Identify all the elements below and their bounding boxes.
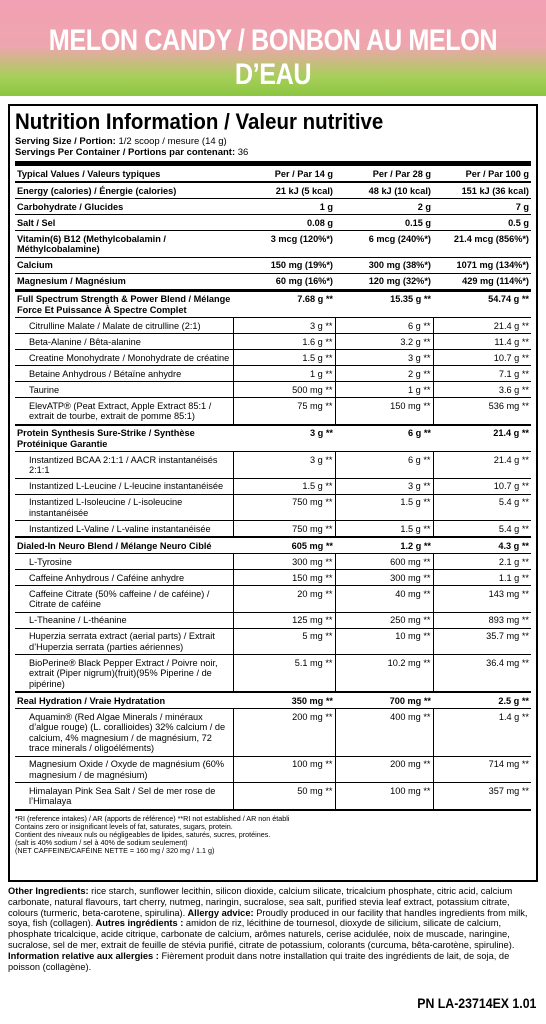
servings-per-container (15, 147, 531, 158)
row-label: Magnesium / Magnésium (17, 276, 126, 286)
row-value: 11.4 g ** (433, 334, 531, 350)
row-value: 3.6 g ** (433, 382, 531, 398)
row-label: Beta-Alanine / Bêta-alanine (29, 336, 141, 347)
row-value: 10 mg ** (335, 628, 433, 655)
nutrient-row (15, 215, 531, 231)
row-value: 1.4 g ** (433, 709, 531, 757)
row-value: 600 mg ** (335, 554, 433, 570)
row-label: Betaine Anhydrous / Bétaïne anhydre (29, 368, 182, 379)
ingredient-row (15, 586, 531, 613)
row-label: Himalayan Pink Sea Salt / Sel de mer rose de l’Himalaya (29, 785, 216, 806)
ingredient-row (15, 783, 531, 810)
ingredient-row (15, 628, 531, 655)
servings-value: 36 (237, 147, 249, 158)
row-value: 250 mg ** (335, 612, 433, 628)
row-value: 5.1 mg ** (233, 655, 335, 693)
ingredient-row (15, 494, 531, 521)
row-value: 3 g ** (310, 428, 333, 438)
part-number: PN LA-23714EX 1.01 (416, 995, 536, 1011)
row-label: Instantized L-Leucine / L-leucine instantanéisée (29, 481, 224, 491)
row-value: 151 kJ (36 kcal) (461, 185, 529, 196)
row-value: 7.1 g ** (433, 366, 531, 382)
nutrition-panel (8, 104, 538, 882)
row-value: 6 g ** (335, 318, 433, 334)
ingredient-row (15, 366, 531, 382)
row-value: 1.5 g ** (233, 350, 335, 366)
ingredient-row (15, 334, 531, 350)
other-ingredients-text: rice starch, sunflower lecithin, silicon dioxide, calcium silicate, tricalcium phosphate, citric acid, calcium carbonate, natural flavours, tart cherry, nutmeg, naringin, sucralose, sea salt, purified stevia leaf extract, potassium citrate, colours (turmeric, beta-carotene, spirulina). (8, 886, 513, 918)
row-value: 5 mg ** (233, 628, 335, 655)
row-value: 1 g (319, 201, 333, 212)
row-label: Caffeine Anhydrous / Caféine anhydre (29, 572, 185, 583)
ingredient-row (15, 570, 531, 586)
row-value: 6 g ** (408, 428, 431, 438)
blend-row (15, 290, 531, 318)
blend-row (15, 425, 531, 452)
panel-title: Nutrition Information / Valeur nutritive (15, 109, 384, 134)
row-value: 2 g ** (335, 366, 433, 382)
row-value: 605 mg ** (291, 540, 333, 551)
row-label: L-Tyrosine (29, 556, 72, 567)
row-label: Real Hydration / Vraie Hydratation (17, 695, 166, 706)
row-value: 2.1 g ** (433, 554, 531, 570)
row-value: 50 mg ** (233, 783, 335, 810)
row-value: 1.5 g ** (233, 478, 335, 494)
row-value: 3.2 g ** (335, 334, 433, 350)
ingredient-row (15, 655, 531, 693)
other-ingredients-label: Other Ingredients: (8, 886, 89, 896)
row-label: ElevATP® (Peat Extract, Apple Extract 85:1 / extrait de tourbe, extrait de pomme 85:1) (29, 400, 212, 421)
row-value: 3 g ** (233, 452, 335, 479)
row-value: 15.35 g ** (390, 294, 431, 304)
flavor-banner (0, 0, 546, 96)
row-value: 5.4 g ** (433, 521, 531, 538)
row-value: 300 mg (38%*) (368, 260, 431, 270)
ingredient-row (15, 521, 531, 538)
row-value: 200 mg ** (335, 756, 433, 783)
flavor-title: MELON CANDY / BONBON AU MELON D’EAU (48, 24, 498, 91)
row-value: 1 g ** (233, 366, 335, 382)
ingredient-row (15, 398, 531, 425)
ingredient-row (15, 554, 531, 570)
row-label: Caffeine Citrate (50% caffeine / de caféine) / Citrate de caféine (29, 588, 210, 609)
row-value: 100 mg ** (233, 756, 335, 783)
ingredient-row (15, 612, 531, 628)
row-value: 1 g ** (335, 382, 433, 398)
nutrient-row (15, 182, 531, 199)
row-value: 5.4 g ** (433, 494, 531, 521)
row-value: 75 mg ** (233, 398, 335, 425)
autres-label: Autres ingrédients : (93, 918, 184, 929)
row-label: Energy (calories) / Énergie (calories) (17, 185, 177, 196)
row-value: 21.4 g ** (433, 318, 531, 334)
row-value: 300 mg ** (335, 570, 433, 586)
footnote-line: *RI (reference intakes) / AR (apports de référence) **RI not established / AR non établi (15, 813, 290, 823)
nutrient-row (15, 231, 531, 258)
serving-size-value: 1/2 scoop / mesure (14 g) (118, 136, 227, 147)
column-header: Per / Par 100 g (465, 168, 529, 179)
row-label: Huperzia serrata extract (aerial parts) / Extrait d’Huperzia serrata (parties aériennes) (29, 631, 215, 652)
blend-row (15, 692, 531, 709)
allergy-text: Proudly produced in our facility that handles ingredients from milk, soya, fish (collagen). (8, 907, 528, 929)
row-value: 60 mg (16%*) (275, 276, 333, 286)
row-value: 7.68 g ** (297, 294, 333, 304)
row-value: 536 mg ** (433, 398, 531, 425)
row-value: 350 mg ** (291, 695, 333, 706)
ingredient-row (15, 452, 531, 479)
ingredient-row (15, 756, 531, 783)
nutrient-row (15, 199, 531, 215)
row-value: 750 mg ** (233, 521, 335, 538)
row-value: 120 mg (32%*) (368, 276, 431, 286)
row-label: Aquamin® (Red Algae Minerals / minéraux d’algue rouge) (L. corallioides) 32% calcium / de calcium, 4% magnesium / de magnésium, 72 trace minerals / oligoéléments) (29, 711, 226, 753)
row-label: Salt / Sel (17, 217, 56, 228)
row-value: 150 mg (19%*) (270, 260, 333, 270)
autres-text: amidon de riz, lécithine de tournesol, dioxyde de silicium, silicate de calcium, phosphate tricalcique, acide citrique, carbonate de calcium, arômes naturels, cerise acidulée, noix de muscade, naringine, sucralose, sel de mer, extrait de feuille de stévia purifié, citrate de potassium, colorants (curcuma, bêta-carotène, spiruline). (8, 918, 515, 950)
row-value: 0.08 g (306, 217, 333, 228)
row-value: 10.7 g ** (433, 350, 531, 366)
row-value: 48 kJ (10 kcal) (368, 185, 431, 196)
footnote-line: (NET CAFFEINE/CAFÉINE NETTE = 160 mg / 320 mg / 1.1 g) (15, 846, 215, 856)
ingredient-row (15, 350, 531, 366)
row-value: 1.5 g ** (335, 521, 433, 538)
ingredients-text (8, 886, 538, 972)
row-value: 1.5 g ** (335, 494, 433, 521)
row-value: 200 mg ** (233, 709, 335, 757)
row-value: 7 g (515, 201, 529, 212)
row-value: 21.4 g ** (493, 428, 529, 438)
nutrient-row (15, 257, 531, 273)
row-label: Protein Synthesis Sure-Strike / Synthèse Protéinique Garantie (17, 428, 195, 449)
allergy-label: Allergy advice: (185, 907, 254, 918)
row-value: 714 mg ** (433, 756, 531, 783)
row-label: Instantized L-Isoleucine / L-isoleucine instantanéisée (29, 497, 183, 518)
row-label: BioPerine® Black Pepper Extract / Poivre noir, extrait (Piper nigrum)(fruit)(95% Piperine / de pipérine) (29, 657, 218, 689)
footnote-line: Contains zero or insignificant levels of fat, saturates, sugars, protein. (15, 821, 233, 831)
footnotes (15, 815, 531, 856)
row-value: 1.2 g ** (400, 540, 431, 551)
row-label: Taurine (29, 384, 60, 395)
column-header: Per / Par 28 g (372, 168, 431, 179)
row-label: Full Spectrum Strength & Power Blend / Mélange Force Et Puissance À Spectre Complet (17, 294, 231, 315)
row-value: 400 mg ** (335, 709, 433, 757)
footnote-line: Contient des niveaux nuls ou négligeables de lipides, saturés, sucres, protéines. (15, 829, 271, 839)
row-value: 3 g ** (335, 478, 433, 494)
row-value: 20 mg ** (233, 586, 335, 613)
allergy-info-text: Fièrement produit dans notre installation qui traite des ingrédients de lait, de soja, de poisson (collagène). (8, 950, 510, 972)
row-label: Carbohydrate / Glucides (17, 201, 124, 212)
row-value: 300 mg ** (233, 554, 335, 570)
row-value: 6 mcg (240%*) (368, 233, 431, 244)
row-value: 10.7 g ** (433, 478, 531, 494)
row-value: 700 mg ** (389, 695, 431, 706)
row-label: Instantized BCAA 2:1:1 / AACR instantanéisés 2:1:1 (29, 454, 218, 475)
allergy-info-label: Information relative aux allergies : (8, 950, 159, 961)
row-value: 893 mg ** (433, 612, 531, 628)
row-value: 0.5 g (508, 217, 529, 228)
row-value: 1.1 g ** (433, 570, 531, 586)
column-header: Per / Par 14 g (274, 168, 333, 179)
row-value: 1071 mg (134%*) (456, 260, 529, 270)
row-value: 2 g (417, 201, 431, 212)
row-label: Dialed-In Neuro Blend / Mélange Neuro Ciblé (17, 540, 212, 551)
blend-row (15, 537, 531, 554)
row-label: L-Theanine / L-théanine (29, 615, 127, 625)
row-value: 143 mg ** (433, 586, 531, 613)
row-value: 6 g ** (335, 452, 433, 479)
row-label: Instantized L-Valine / L-valine instantanéisée (29, 523, 211, 534)
row-value: 3 g ** (233, 318, 335, 334)
row-label: Creatine Monohydrate / Monohydrate de créatine (29, 352, 230, 363)
row-label: Magnesium Oxide / Oxyde de magnésium (60% magnesium / de magnésium) (29, 759, 225, 780)
row-value: 21 kJ (5 kcal) (275, 185, 333, 196)
row-label: Calcium (17, 260, 53, 270)
row-value: 125 mg ** (233, 612, 335, 628)
row-value: 21.4 g ** (433, 452, 531, 479)
row-value: 3 mcg (120%*) (270, 233, 333, 244)
row-value: 750 mg ** (233, 494, 335, 521)
nutrition-table (15, 166, 531, 811)
row-value: 357 mg ** (433, 783, 531, 810)
row-value: 2.5 g ** (498, 695, 529, 706)
row-value: 500 mg ** (233, 382, 335, 398)
nutrient-row (15, 273, 531, 290)
column-header: Typical Values / Valeurs typiques (17, 168, 161, 179)
row-value: 3 g ** (335, 350, 433, 366)
row-label: Vitamin(6) B12 (Methylcobalamin / Méthylcobalamine) (17, 233, 166, 254)
serving-size (15, 136, 531, 147)
row-value: 150 mg ** (233, 570, 335, 586)
row-value: 40 mg ** (335, 586, 433, 613)
table-header (15, 166, 531, 182)
ingredient-row (15, 709, 531, 757)
row-value: 36.4 mg ** (433, 655, 531, 693)
row-value: 10.2 mg ** (335, 655, 433, 693)
row-label: Citrulline Malate / Malate de citrulline (2:1) (29, 320, 201, 331)
row-value: 0.15 g (404, 217, 431, 228)
row-value: 150 mg ** (335, 398, 433, 425)
ingredient-row (15, 478, 531, 494)
row-value: 100 mg ** (335, 783, 433, 810)
ingredient-row (15, 318, 531, 334)
row-value: 1.6 g ** (233, 334, 335, 350)
serving-size-label: Serving Size / Portion: (15, 136, 116, 147)
row-value: 429 mg (114%*) (462, 276, 529, 286)
servings-label: Servings Per Container / Portions par contenant: (15, 147, 236, 158)
row-value: 21.4 mcg (856%*) (453, 233, 529, 244)
row-value: 4.3 g ** (498, 540, 529, 551)
ingredient-row (15, 382, 531, 398)
footnote-line: (salt is 40% sodium / sel à 40% de sodium seulement) (15, 838, 188, 848)
row-value: 54.74 g ** (488, 294, 529, 304)
row-value: 35.7 mg ** (433, 628, 531, 655)
